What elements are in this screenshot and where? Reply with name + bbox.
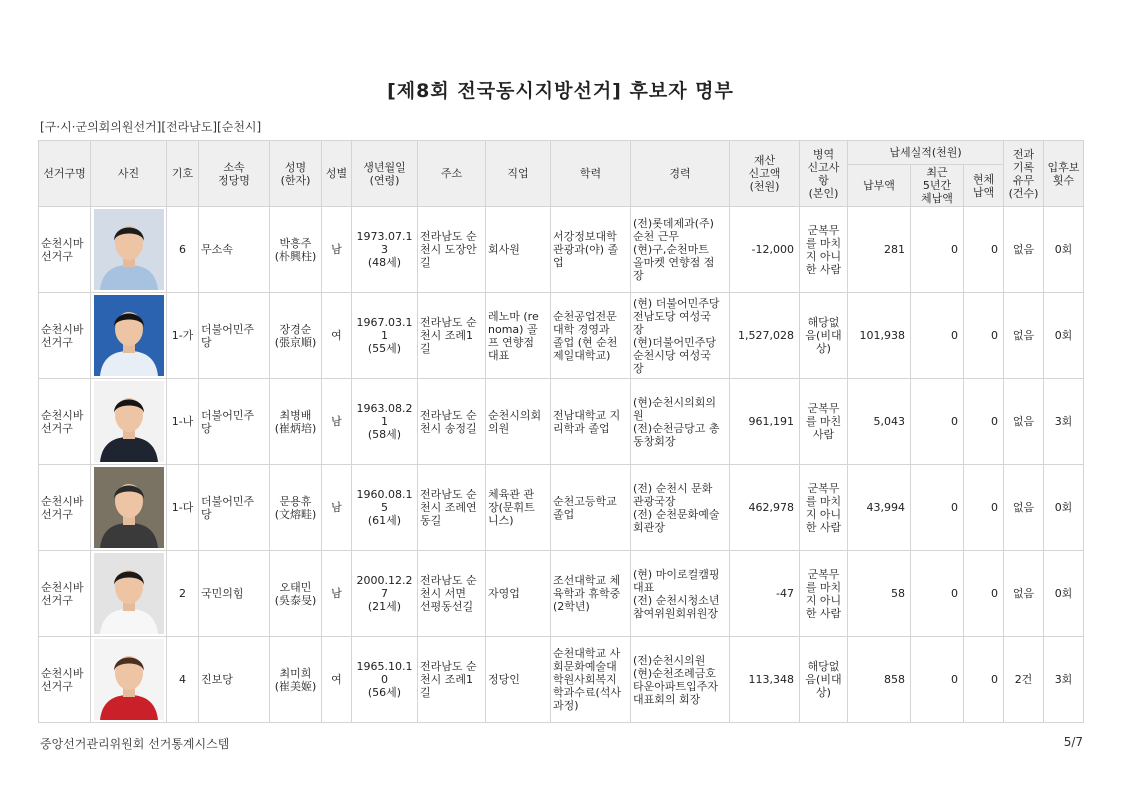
cell-party: 국민의힘 [199,551,270,637]
cell-tax-paid: 101,938 [848,293,911,379]
header-tax-arrears5: 최근 5년간 체납액 [911,165,964,207]
cell-job: 정당인 [486,637,551,723]
cell-criminal: 2건 [1004,637,1044,723]
header-runs: 입후보 횟수 [1044,141,1084,207]
cell-job: 순천시의회 의원 [486,379,551,465]
cell-tax-arrears5: 0 [911,293,964,379]
cell-district: 순천시바 선거구 [39,465,91,551]
cell-address: 전라남도 순 천시 조례1 길 [418,293,486,379]
cell-gender: 여 [322,293,352,379]
cell-tax-arrears5: 0 [911,637,964,723]
cell-education: 순천고등학교 졸업 [551,465,631,551]
cell-assets: -47 [730,551,800,637]
cell-district: 순천시바 선거구 [39,293,91,379]
header-assets: 재산 신고액 (천원) [730,141,800,207]
cell-career: (전)롯데제과(주) 순천 근무 (현)구,순천마트 올마켓 연향점 점 장 [631,207,730,293]
candidate-photo [94,209,164,290]
cell-military: 군복무 를 마치 지 아니 한 사람 [800,551,848,637]
cell-party: 더불어민주 당 [199,379,270,465]
header-photo: 사진 [91,141,167,207]
cell-tax-current: 0 [964,293,1004,379]
cell-birth: 1963.08.2 1 (58세) [352,379,418,465]
cell-assets: 462,978 [730,465,800,551]
page-title: [제8회 전국동시지방선거] 후보자 명부 [387,80,734,102]
cell-tax-arrears5: 0 [911,379,964,465]
cell-military: 해당없 음(비대 상) [800,293,848,379]
cell-job: 자영업 [486,551,551,637]
cell-tax-paid: 281 [848,207,911,293]
cell-name: 박흥주 (朴興柱) [270,207,322,293]
header-row [39,141,1084,165]
header-tax-current: 현체 납액 [964,165,1004,207]
table-row [39,379,1084,465]
cell-photo [91,637,167,723]
cell-job: 레노마 (re noma) 골 프 연향점 대표 [486,293,551,379]
cell-party: 더불어민주 당 [199,465,270,551]
cell-career: (현)순천시의회의 원 (전)순천금당고 총 동창회장 [631,379,730,465]
cell-birth: 1960.08.1 5 (61세) [352,465,418,551]
cell-party: 더불어민주 당 [199,293,270,379]
cell-assets: 1,527,028 [730,293,800,379]
header-job: 직업 [486,141,551,207]
cell-criminal: 없음 [1004,465,1044,551]
cell-job: 체육관 관 장(문휘트 니스) [486,465,551,551]
header-education: 학력 [551,141,631,207]
cell-education: 순천공업전문 대학 경영과 졸업 (현 순천 제일대학교) [551,293,631,379]
header-criminal: 전과 기록 유무 (건수) [1004,141,1044,207]
header-address: 주소 [418,141,486,207]
cell-criminal: 없음 [1004,207,1044,293]
cell-tax-current: 0 [964,637,1004,723]
cell-number: 2 [167,551,199,637]
cell-number: 1-나 [167,379,199,465]
cell-career: (현) 마이로컬캠핑 대표 (전) 순천시청소년 참여위원회위원장 [631,551,730,637]
cell-military: 해당없 음(비대 상) [800,637,848,723]
cell-number: 4 [167,637,199,723]
cell-tax-current: 0 [964,207,1004,293]
cell-runs: 0회 [1044,465,1084,551]
cell-runs: 0회 [1044,207,1084,293]
table-row [39,637,1084,723]
cell-district: 순천시바 선거구 [39,379,91,465]
candidate-photo [94,639,164,720]
cell-gender: 남 [322,379,352,465]
table-row [39,293,1084,379]
cell-photo [91,465,167,551]
cell-photo [91,293,167,379]
cell-number: 1-다 [167,465,199,551]
cell-tax-paid: 43,994 [848,465,911,551]
cell-runs: 3회 [1044,379,1084,465]
cell-tax-current: 0 [964,551,1004,637]
breadcrumb: [구·시·군의회의원선거][전라남도][순천시] [40,120,262,134]
cell-tax-paid: 858 [848,637,911,723]
cell-number: 6 [167,207,199,293]
cell-military: 군복무 를 마친 사람 [800,379,848,465]
cell-birth: 1973.07.1 3 (48세) [352,207,418,293]
cell-birth: 2000.12.2 7 (21세) [352,551,418,637]
cell-birth: 1965.10.1 0 (56세) [352,637,418,723]
cell-career: (전) 순천시 문화 관광국장 (전) 순천문화예술 회관장 [631,465,730,551]
cell-district: 순천시마 선거구 [39,207,91,293]
cell-birth: 1967.03.1 1 (55세) [352,293,418,379]
header-party: 소속 정당명 [199,141,270,207]
table-row [39,207,1084,293]
header-name: 성명 (한자) [270,141,322,207]
cell-district: 순천시바 선거구 [39,551,91,637]
cell-name: 문용휴 (文熔畦) [270,465,322,551]
cell-education: 순천대학교 사 회문화예술대 학원사회복지 학과수료(석사 과정) [551,637,631,723]
cell-gender: 남 [322,551,352,637]
cell-address: 전라남도 순 천시 조례1 길 [418,637,486,723]
cell-tax-paid: 5,043 [848,379,911,465]
cell-gender: 남 [322,207,352,293]
cell-assets: -12,000 [730,207,800,293]
cell-education: 서강정보대학 관광과(야) 졸 업 [551,207,631,293]
cell-name: 최미희 (崔美姬) [270,637,322,723]
header-career: 경력 [631,141,730,207]
cell-runs: 0회 [1044,293,1084,379]
cell-education: 전남대학교 지 리학과 졸업 [551,379,631,465]
cell-district: 순천시바 선거구 [39,637,91,723]
candidate-photo [94,295,164,376]
candidate-table [38,140,1084,723]
cell-address: 전라남도 순 천시 서면 선평동선길 [418,551,486,637]
cell-military: 군복무 를 마치 지 아니 한 사람 [800,207,848,293]
cell-job: 회사원 [486,207,551,293]
cell-assets: 961,191 [730,379,800,465]
cell-runs: 0회 [1044,551,1084,637]
page-number: 5/7 [1063,735,1083,749]
table-row [39,551,1084,637]
header-tax-paid: 납부액 [848,165,911,207]
cell-party: 무소속 [199,207,270,293]
cell-party: 진보당 [199,637,270,723]
cell-name: 장경순 (張京順) [270,293,322,379]
cell-military: 군복무 를 마치 지 아니 한 사람 [800,465,848,551]
cell-gender: 남 [322,465,352,551]
candidate-photo [94,467,164,548]
cell-education: 조선대학교 체 육학과 휴학중 (2학년) [551,551,631,637]
header-military: 병역 신고사 항 (본인) [800,141,848,207]
cell-tax-current: 0 [964,465,1004,551]
cell-name: 오태민 (吳泰旻) [270,551,322,637]
cell-criminal: 없음 [1004,293,1044,379]
cell-tax-arrears5: 0 [911,465,964,551]
cell-criminal: 없음 [1004,551,1044,637]
cell-gender: 여 [322,637,352,723]
header-birth: 생년월일 (연령) [352,141,418,207]
cell-name: 최병배 (崔炳培) [270,379,322,465]
cell-career: (현) 더불어민주당 전남도당 여성국 장 (현)더불어민주당 순천시당 여성국 장 [631,293,730,379]
table-row [39,465,1084,551]
cell-tax-arrears5: 0 [911,207,964,293]
cell-tax-current: 0 [964,379,1004,465]
candidate-photo [94,553,164,634]
cell-criminal: 없음 [1004,379,1044,465]
cell-career: (전)순천시의원 (현)순천조례금호 타운아파트입주자 대표회의 회장 [631,637,730,723]
candidate-rows [39,207,1084,723]
header-tax-group: 납세실적(천원) [848,141,1004,165]
cell-assets: 113,348 [730,637,800,723]
cell-address: 전라남도 순 천시 송정길 [418,379,486,465]
header-gender: 성별 [322,141,352,207]
cell-photo [91,207,167,293]
header-number: 기호 [167,141,199,207]
cell-photo [91,379,167,465]
cell-number: 1-가 [167,293,199,379]
cell-runs: 3회 [1044,637,1084,723]
footer-system-name: 중앙선거관리위원회 선거통계시스템 [40,737,230,751]
cell-address: 전라남도 순 천시 조례연 동길 [418,465,486,551]
candidate-photo [94,381,164,462]
cell-address: 전라남도 순 천시 도장안 길 [418,207,486,293]
header-district: 선거구명 [39,141,91,207]
cell-photo [91,551,167,637]
cell-tax-paid: 58 [848,551,911,637]
cell-tax-arrears5: 0 [911,551,964,637]
